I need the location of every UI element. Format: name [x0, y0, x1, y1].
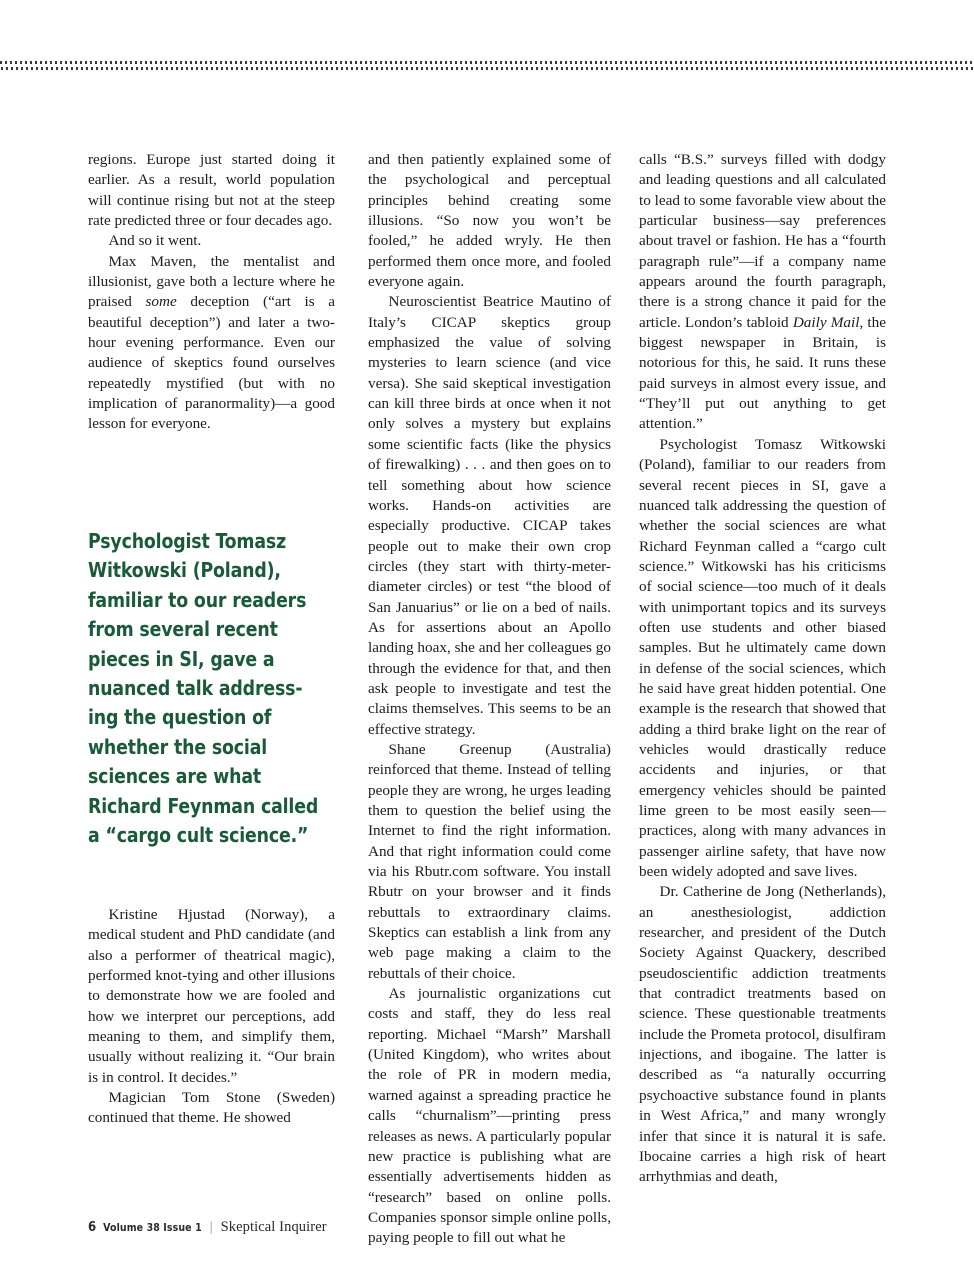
- issue-label: Volume 38 Issue 1: [103, 1222, 202, 1234]
- body-paragraph: Kristine Hjustad (Norway), a medical student and PhD candidate (and also a performer of theatrical magic), performed knot-tying and other illusions to demonstrate how we are fooled and how we interpret our perceptions, add meaning to them, and simplify them, usually without realizing it. “Our brain is in control. It decides.”: [88, 905, 335, 1086]
- body-paragraph: Max Maven, the mentalist and illusionist, gave both a lecture where he praised some deception (“art is a beautiful deception”) and later a two-hour evening performance. Even our audience of skeptics found ourselves repeatedly mystified (but with no implication of paranormality)—a good lesson for everyone.: [88, 252, 335, 433]
- body-paragraph: Magician Tom Stone (Sweden) continued that theme. He showed: [88, 1088, 335, 1127]
- text-column-2: [368, 150, 611, 1249]
- body-paragraph: Dr. Catherine de Jong (Netherlands), an anesthesiologist, addiction researcher, and president of the Dutch Society Against Quackery, described pseudoscientific addiction treatments that contradict treatments based on science. These questionable treatments include the Prometa protocol, disulfiram injections, and ibogaine. The latter is described as “a naturally occurring psychoactive substance found in plants in West Africa,” and many wrongly infer that since it is natural it is safe. Ibocaine carries a high risk of heart arrhythmias and death,: [639, 883, 886, 1186]
- pull-quote-line: a “cargo cult science.”: [88, 823, 309, 848]
- body-paragraph: And so it went.: [108, 232, 202, 250]
- pull-quote-line: Witkowski (Poland),: [88, 558, 281, 583]
- pull-quote-line: from several recent: [88, 617, 278, 642]
- dotted-rule-row-top: [0, 61, 974, 64]
- pull-quote-line: nuanced talk address-: [88, 676, 303, 701]
- pull-quote-line: pieces in SI, gave a: [88, 646, 275, 671]
- decorative-dotted-rule: [0, 61, 974, 73]
- body-paragraph: and then patiently explained some of the psychological and perceptual principles behind creating some illusions. “So now you won’t be fooled,” he added wryly. He then performed them once more, and fooled everyone again.: [368, 151, 611, 291]
- footer-separator: |: [209, 1220, 213, 1235]
- body-paragraph: calls “B.S.” surveys filled with dodgy and leading questions and all calculated to lead to some favorable view about the particular business—say preferences about travel or fashion. He has a “fourth paragraph rule”—if a company name appears around the fourth paragraph, there is a strong chance it paid for the article. London’s tabloid Daily Mail, the biggest newspaper in Britain, is notorious for this, he said. It runs these paid surveys in almost every issue, and “They’ll put out anything to get attention.”: [639, 151, 886, 433]
- pull-quote-line: familiar to our readers: [88, 587, 307, 612]
- body-paragraph: Neuroscientist Beatrice Mautino of Italy’s CICAP skeptics group emphasized the value of solving mysteries to learn science (and vice versa). She said skeptical investigation can kill three birds at once when it not only solves a mystery but explains some scientific facts (like the physics of firewalking) . . . and then goes on to tell something about how science works. Hands-on activities are especially productive. CICAP takes people out to make their own crop circles (they start with thirty-meter-diameter circles) or test “the blood of San Januarius” or lie on a bed of nails. As for assertions about an Apollo landing hoax, she and her colleagues go through the evidence for that, and then ask people to investigate and test the claims themselves. This seems to be an effective strategy.: [368, 293, 611, 738]
- body-paragraph: Psychologist Tomasz Witkowski (Poland), familiar to our readers from several recent pieces in SI, gave a nuanced talk addressing the question of whether the social sciences are what Richard Feynman called a “cargo cult science.” Witkowski has his criticisms of social science—too much of it deals with unimportant topics and its surveys often use students and other biased samples. But he ultimately came down in defense of the social sciences, which he said have great hidden potential. One example is the research that showed that adding a third brake light on the rear of vehicles would drastically reduce accidents and injuries, or that emergency vehicles should be painted lime green to be most easily seen—practices, along with many advances in passenger airline safety, that have now been widely adopted and save lives.: [639, 435, 886, 881]
- pull-quote: [88, 527, 323, 850]
- dotted-rule-row-bottom: [1, 67, 974, 70]
- pull-quote-line: ing the question of: [88, 705, 272, 730]
- body-paragraph: As journalistic organizations cut costs and staff, they do less real reporting. Michael “Marsh” Marshall (United Kingdom), who writes about the role of PR in modern media, warned against a spreading practice he calls “churnalism”—printing press releases as news. A particularly popular new practice is publishing what are essentially advertisements hidden as “research” based on online polls. Companies sponsor simple online polls, paying people to fill out what he: [368, 985, 611, 1247]
- body-paragraph: regions. Europe just started doing it earlier. As a result, world population will continue rising but not at the steep rate predicted three or four decades ago.: [88, 151, 335, 230]
- pull-quote-line: whether the social: [88, 734, 268, 759]
- text-column-3: [639, 150, 886, 1188]
- page-footer: [88, 1219, 688, 1236]
- magazine-title: Skeptical Inquirer: [220, 1219, 327, 1235]
- page-number: 6: [88, 1220, 97, 1235]
- pull-quote-line: Psychologist Tomasz: [88, 529, 287, 553]
- pull-quote-line: Richard Feynman called: [88, 793, 319, 818]
- body-paragraph: Shane Greenup (Australia) reinforced that theme. Instead of telling people they are wrong, he urges leading them to question the belief using the Internet to find the right information. And that right information could come via his Rbutr.com software. You install Rbutr on your browser and it finds rebuttals to extraordinary claims. Skeptics can establish a link from any web page making a claim to the rebuttals of their choice.: [368, 740, 611, 982]
- pull-quote-line: sciences are what: [88, 764, 262, 789]
